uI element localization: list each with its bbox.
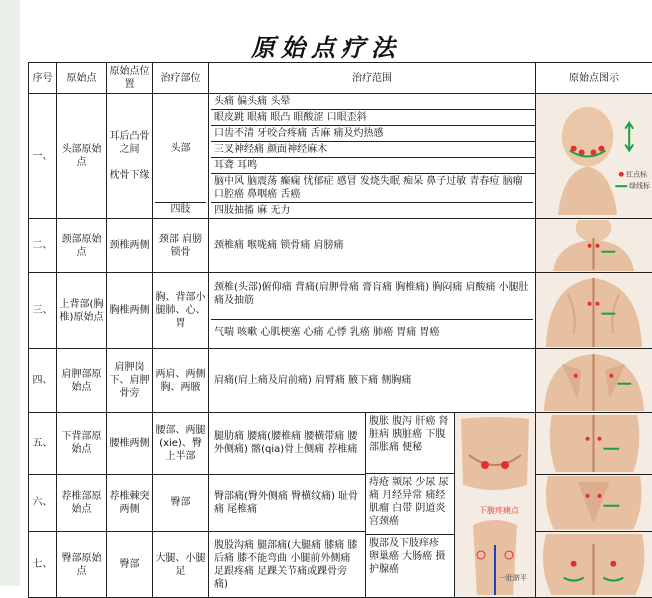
table-row xyxy=(29,273,652,349)
row-part: 大腿、小腿足 xyxy=(153,532,209,598)
table-row xyxy=(29,532,652,598)
row-part: 两肩、两侧胸、两腋 xyxy=(153,349,209,413)
extra-text: 腹胀 腹泻 肝癌 肾脏病 胰脏癌 下腹部胀痛 便秘 xyxy=(366,413,454,474)
row-range xyxy=(209,532,366,598)
row-range xyxy=(209,94,536,219)
range-line: 口齿不清 牙咬合疼痛 舌麻 痛及灼热感 xyxy=(211,126,536,142)
therapy-table xyxy=(28,62,652,598)
illustration-scapula xyxy=(536,349,652,413)
row-point: 头部原始点 xyxy=(57,94,107,219)
table-row xyxy=(29,94,652,219)
row-part xyxy=(153,94,209,219)
illustration-head xyxy=(536,94,652,219)
range-line: 颈椎痛 喉咙痛 锁骨痛 肩膀痛 xyxy=(211,237,533,254)
row-point: 上背部(胸椎)原始点 xyxy=(57,273,107,349)
row-point: 颈部原始点 xyxy=(57,219,107,273)
row-position: 荐椎棘突两侧 xyxy=(107,474,153,532)
row-part: 颈部 肩膀锁骨 xyxy=(153,219,209,273)
neck-illustration xyxy=(538,220,650,272)
range-line: 四肢抽搐 麻 无力 xyxy=(211,203,317,218)
illustration-lower-back xyxy=(536,413,652,475)
range-line: 眼皮跳 眼痛 眼凸 眼酸涩 口眼歪斜 xyxy=(211,110,536,126)
range-line: 臀部痛(臀外侧痛 臀横纹痛) 耻骨痛 尾椎痛 xyxy=(211,488,363,518)
head-back-illustration xyxy=(538,97,650,216)
row-position: 胸椎两侧 xyxy=(107,273,153,349)
row-no: 六、 xyxy=(29,474,57,532)
legend-green: 绿线标 xyxy=(629,181,650,190)
row-no: 三、 xyxy=(29,273,57,349)
header-range: 治疗范围 xyxy=(209,63,536,94)
header-position: 原始点位置 xyxy=(107,63,153,94)
illustration-buttock xyxy=(536,532,652,598)
row-range xyxy=(209,273,536,349)
illustration-upper-back xyxy=(536,273,652,349)
header-no: 序号 xyxy=(29,63,57,94)
part-head: 头部 xyxy=(155,96,206,203)
row-range xyxy=(209,474,366,532)
table-row xyxy=(29,219,652,273)
label-navel: 一肚脐平 xyxy=(499,573,527,582)
row-position: 颈椎两侧 xyxy=(107,219,153,273)
page-title: 原始点疗法 xyxy=(0,28,652,63)
pelvis-front-illustration xyxy=(455,413,535,597)
label-lower-abdomen: 下腹疼痛点 xyxy=(479,505,520,515)
legend-red: 红点标 xyxy=(626,169,648,178)
range-line: 肩痛(肩上痛及肩前痛) 肩臂痛 腋下痛 侧胸痛 xyxy=(211,372,533,389)
range-line: 三叉神经痛 颜面神经麻木 xyxy=(211,142,536,158)
range-line: 颈椎(头部)俯仰痛 背痛(肩胛骨痛 膏肓痛 胸椎痛) 胸闷痛 肩酸痛 小腿肚痛及抽筋 xyxy=(211,277,533,320)
illustration-pelvis-front xyxy=(455,413,535,597)
extra-column xyxy=(366,413,455,597)
table-row xyxy=(29,349,652,413)
table-header-row xyxy=(29,63,652,94)
row-range xyxy=(209,413,366,475)
row-position: 耳后凸骨之间 枕骨下缘 xyxy=(107,94,153,219)
row-position: 腰椎两侧 xyxy=(107,413,153,475)
row-no: 七、 xyxy=(29,532,57,598)
row-point: 下背部原始点 xyxy=(57,413,107,475)
range-line: 头痛 偏头痛 头晕 xyxy=(211,94,536,110)
table-row xyxy=(29,413,652,475)
row-no: 二、 xyxy=(29,219,57,273)
row-extra-combined xyxy=(366,413,536,598)
row-point: 荐椎部原始点 xyxy=(57,474,107,532)
sacrum-illustration xyxy=(538,476,650,530)
row-position: 臀部 xyxy=(107,532,153,598)
row-point: 臀部原始点 xyxy=(57,532,107,598)
row-part: 腰部、两腿(xie)、臀上半部 xyxy=(153,413,209,475)
scapula-illustration xyxy=(538,350,650,411)
header-illustration: 原始点图示 xyxy=(536,63,652,94)
row-part: 胸、背部小腿肺、心、胃 xyxy=(153,273,209,349)
row-no: 四、 xyxy=(29,349,57,413)
row-range xyxy=(209,349,536,413)
illustration-neck xyxy=(536,219,652,273)
extra-text: 痔疮 频尿 少尿 尿痛 月经异常 痛经 肌瘤 白带 阴道炎 宫颈癌 xyxy=(366,474,454,535)
left-margin-bar xyxy=(0,0,20,586)
buttock-illustration xyxy=(538,534,650,595)
row-point: 肩胛部原始点 xyxy=(57,349,107,413)
illustration-sacrum xyxy=(536,474,652,532)
table-row xyxy=(29,474,652,532)
range-line: 腹股沟痛 腿部痛(大腿痛 膝痛 膝后痛 膝不能弯曲 小腿前外侧痛 足跟疼痛 足踝关节痛或踝骨旁痛) xyxy=(211,537,363,593)
range-line: 气喘 咳嗽 心肌梗塞 心痛 心悸 乳癌 肺癌 胃痛 胃癌 xyxy=(211,320,533,345)
lower-back-illustration xyxy=(538,415,650,472)
row-part: 臀部 xyxy=(153,474,209,532)
part-limbs: 四肢 xyxy=(155,203,206,217)
row-no: 一、 xyxy=(29,94,57,219)
row-range xyxy=(209,219,536,273)
upper-back-illustration xyxy=(538,274,650,347)
range-line: 腿肋痛 腰痛(腰椎痛 腰横带痛 腰外侧痛) 髂(qia)骨上侧痛 荐椎痛 xyxy=(211,428,363,458)
range-line: 耳聋 耳鸣 xyxy=(211,158,536,174)
header-point: 原始点 xyxy=(57,63,107,94)
header-part: 治疗部位 xyxy=(153,63,209,94)
range-line: 脑中风 脑震荡 癫痫 忧郁症 感冒 发烧失眠 痴呆 鼻子过敏 青春痘 脑瘤 口腔癌 鼻咽癌 舌癌 xyxy=(211,174,533,203)
row-no: 五、 xyxy=(29,413,57,475)
extra-text: 腹部及下肢痒疹 卵巢癌 大肠癌 摄护腺癌 xyxy=(366,535,454,595)
row-position: 肩胛岗下、肩胛骨旁 xyxy=(107,349,153,413)
